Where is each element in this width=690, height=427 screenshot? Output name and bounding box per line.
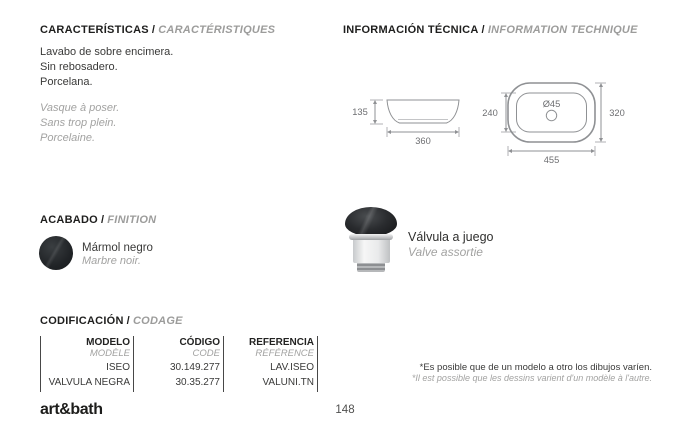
description-es [40,45,173,90]
title-separator: / [100,214,105,226]
codificacion-title-fr: CODAGE [132,315,183,327]
side-height-label: 135 [352,107,368,117]
valve-cap [345,207,397,236]
description-es-line: Porcelana. [40,76,93,88]
table-header-es: MODELO [86,337,130,348]
codificacion-title [40,315,183,327]
table-cell: LAV.ISEO [270,362,314,373]
valve-label-fr: Valve assortie [408,245,483,259]
side-view-drawing [370,100,459,137]
caracteristicas-title-es: CARACTERÍSTICAS [40,24,149,36]
table-cell: 30.35.277 [175,377,220,388]
side-width-label: 360 [415,136,431,146]
valve-labels [408,230,493,260]
finish-label-es: Mármol negro [82,242,153,254]
table-column-modelo [41,336,134,392]
title-separator: / [481,24,485,36]
footnote-es: *Es posible que de un modelo a otro los dibujos varíen. [419,362,652,373]
caracteristicas-title-fr: CARACTÉRISTIQUES [158,24,276,36]
description-es-line: Lavabo de sobre encimera. [40,46,174,58]
caracteristicas-title [40,24,275,36]
description-es-line: Sin rebosadero. [40,61,118,73]
table-header-fr: CODE [192,348,220,359]
valve-label-es: Válvula a juego [408,230,494,244]
description-fr-line: Porcelaine. [40,132,96,144]
outer-width-label: 455 [543,155,560,165]
footnote-fr: *Il est possible que les dessins varient d'un modèle à l'autre. [411,373,652,383]
valve-body [353,240,390,263]
table-header-fr: RÉFÉRENCE [255,348,314,359]
brand-logo: art&bath [40,401,103,418]
inner-depth-label: 240 [482,108,498,118]
outer-depth-label: 320 [609,108,625,118]
tecnica-title-es: INFORMACIÓN TÉCNICA [343,24,479,36]
footnote [412,362,652,384]
tecnica-title-fr: INFORMATION TECHNIQUE [487,24,638,36]
top-view-drawing [501,83,606,156]
acabado-title-es: ACABADO [40,214,98,226]
finish-swatch [39,236,73,270]
page-number: 148 [335,404,355,416]
table-header-es: REFERENCIA [248,337,314,348]
table-cell: VALUNI.TN [262,377,314,388]
description-fr-line: Vasque à poser. [40,102,120,114]
valve-thread [357,263,385,272]
title-separator: / [126,315,130,327]
technical-drawing [343,78,635,172]
tecnica-title [343,24,638,36]
table-cell: 30.149.277 [169,362,220,373]
table-column-referencia [224,336,318,392]
drain-diameter-label: Ø45 [542,99,561,109]
codificacion-title-es: CODIFICACIÓN [40,315,124,327]
acabado-title [40,214,156,226]
table-header-es: CÓDIGO [179,337,220,348]
table-column-codigo [134,336,224,392]
description-fr-line: Sans trop plein. [40,117,117,129]
table-cell: VALVULA NEGRA [48,377,130,388]
drain-circle [546,110,556,120]
table-header-fr: MODÈLE [89,348,130,359]
finish-label-fr: Marbre noir. [82,255,141,267]
title-separator: / [151,24,156,36]
valve-image [343,207,399,272]
description-fr [40,101,119,146]
codification-table [40,336,318,392]
table-cell: ISEO [106,362,130,373]
acabado-title-fr: FINITION [107,214,157,226]
finish-labels [82,242,153,268]
